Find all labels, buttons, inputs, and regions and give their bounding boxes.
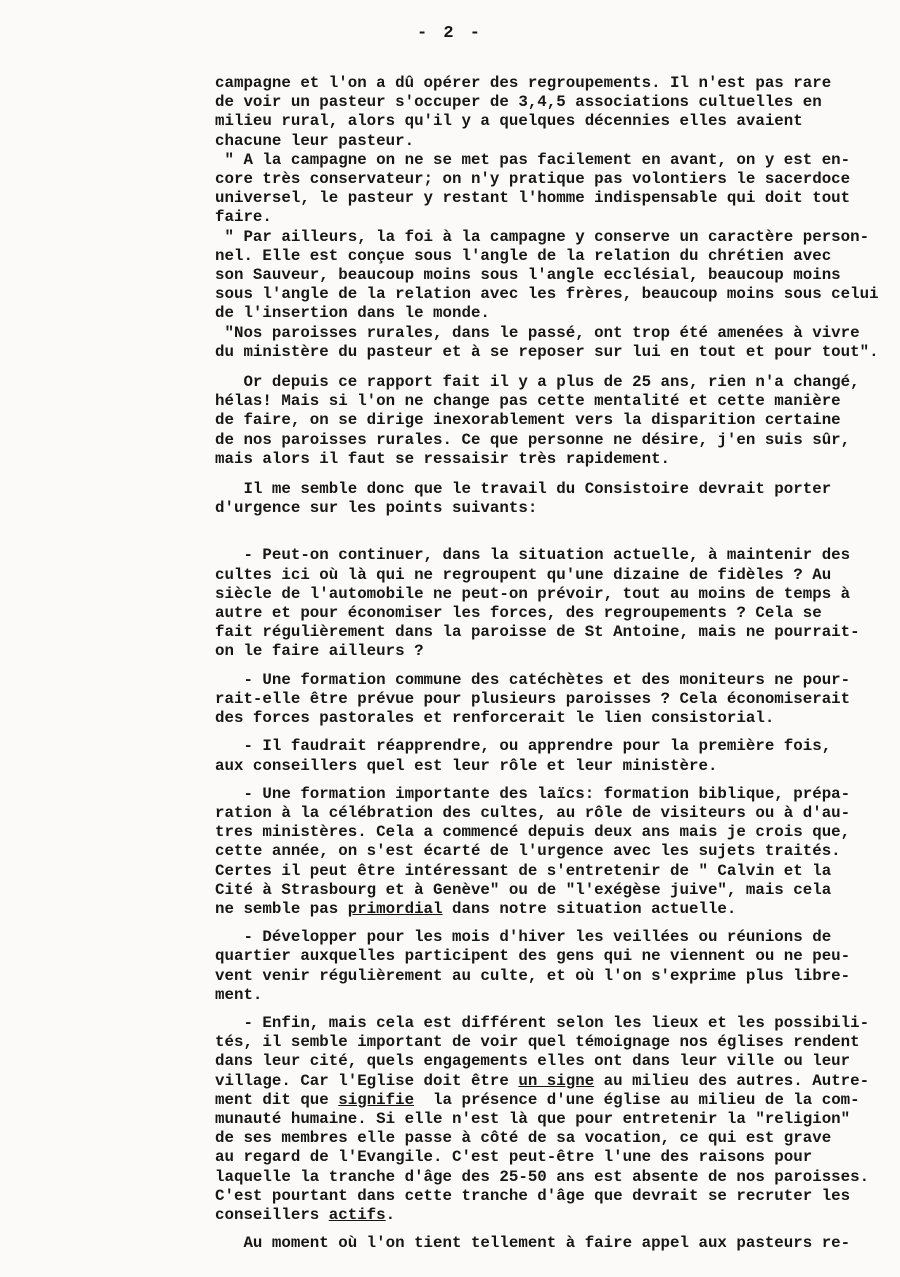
- text-line: Au moment où l'on tient tellement à faire appel aux pasteurs re-: [215, 1234, 851, 1253]
- text-line: munauté humaine. Si elle n'est là que pour entretenir la "religion": [215, 1109, 851, 1128]
- text-line: ration à la célébration des cultes, au rôle de visiteurs ou à d'au-: [215, 803, 851, 822]
- paragraph-closing: [215, 1234, 875, 1253]
- text-line: "Nos paroisses rurales, dans le passé, ont trop été amenées à vivre: [215, 323, 860, 342]
- text-line: - Enfin, mais cela est différent selon les lieux et les possibili-: [215, 1013, 870, 1032]
- text-line: cette année, on s'est écarté de l'urgence avec les sujets traités.: [215, 842, 841, 861]
- text-line: - Il faudrait réapprendre, ou apprendre pour la première fois,: [215, 737, 832, 756]
- underlined-word: actifs: [328, 1205, 386, 1224]
- text-line: de ses membres elle passe à côté de sa vocation, ce qui est grave: [215, 1129, 832, 1148]
- list-item-formation-laics: [215, 785, 875, 919]
- text-line: quartier auxquelles participent des gens qui ne viennent ou ne peu-: [215, 947, 851, 966]
- text-line: C'est pourtant dans cette tranche d'âge que devrait se recruter les: [215, 1186, 851, 1205]
- text-line: au regard de l'Evangile. C'est peut-être l'une des raisons pour: [215, 1148, 813, 1167]
- text-line: de voir un pasteur s'occuper de 3,4,5 associations cultuelles en: [215, 93, 822, 112]
- underlined-word: un signe: [518, 1071, 595, 1090]
- text-line: on le faire ailleurs ?: [215, 642, 424, 661]
- text-line: chacune leur pasteur.: [215, 131, 415, 150]
- list-item-regroupements: [215, 546, 875, 661]
- text-line: d'urgence sur les points suivants:: [215, 499, 538, 518]
- text-line: ment dit que signifie la présence d'une église au milieu de la com-: [215, 1090, 860, 1109]
- text-line: - Peut-on continuer, dans la situation actuelle, à maintenir des: [215, 546, 851, 565]
- text-line: ne semble pas primordial dans notre situation actuelle.: [215, 899, 737, 918]
- text-line: son Sauveur, beaucoup moins sous l'angle ecclésial, beaucoup moins: [215, 266, 841, 285]
- text-line: du ministère du pasteur et à se reposer sur lui en tout et pour tout".: [215, 342, 879, 361]
- text-line: ment.: [215, 985, 263, 1004]
- list-item-veillees: [215, 928, 875, 1005]
- paragraph-rural-report: [215, 74, 879, 362]
- paragraph-25-years: [215, 373, 875, 469]
- text-line: " A la campagne on ne se met pas facilement en avant, on y est en-: [215, 150, 851, 169]
- text-line: cultes ici où là qui ne regroupent qu'une dizaine de fidèles ? Au: [215, 565, 832, 584]
- paragraph-consistoire: [215, 480, 875, 518]
- text-line: sous l'angle de la relation avec les frères, beaucoup moins sous celui: [215, 285, 879, 304]
- underlined-word: primordial: [347, 899, 443, 918]
- text-line: Cité à Strasbourg et à Genève" ou de "l'exégèse juive", mais cela: [215, 880, 832, 899]
- text-line: mais alors il faut se ressaisir très rapidement.: [215, 449, 671, 468]
- text-line: rait-elle être prévue pour plusieurs paroisses ? Cela économiserait: [215, 689, 851, 708]
- text-line: fait régulièrement dans la paroisse de St Antoine, mais ne pourrait-: [215, 623, 860, 642]
- text-line: des forces pastorales et renforcerait le lien consistorial.: [215, 709, 775, 728]
- text-line: siècle de l'automobile ne peut-on prévoir, tout au moins de temps à: [215, 584, 851, 603]
- text-line: Certes il peut être intéressant de s'entretenir de " Calvin et la: [215, 861, 832, 880]
- text-line: aux conseillers quel est leur rôle et leur ministère.: [215, 756, 718, 775]
- text-line: Or depuis ce rapport fait il y a plus de 25 ans, rien n'a changé,: [215, 373, 860, 392]
- text-line: de l'insertion dans le monde.: [215, 304, 490, 323]
- text-line: laquelle la tranche d'âge des 25-50 ans est absente de nos paroisses.: [215, 1167, 870, 1186]
- text-line: milieu rural, alors qu'il y a quelques décennies elles avaient: [215, 112, 803, 131]
- body-text: [215, 74, 879, 1253]
- text-line: hélas! Mais si l'on ne change pas cette mentalité et cette manière: [215, 392, 841, 411]
- text-line: - Développer pour les mois d'hiver les veillées ou réunions de: [215, 928, 832, 947]
- text-line: village. Car l'Eglise doit être un signe au milieu des autres. Autre-: [215, 1071, 870, 1090]
- text-line: vent venir régulièrement au culte, et où l'on s'exprime plus libre-: [215, 966, 851, 985]
- page-number: - 2 -: [416, 24, 483, 43]
- text-line: campagne et l'on a dû opérer des regroupements. Il n'est pas rare: [215, 74, 832, 92]
- text-line: Il me semble donc que le travail du Consistoire devrait porter: [215, 480, 832, 499]
- underlined-word: signifie: [338, 1090, 415, 1109]
- text-line: universel, le pasteur y restant l'homme indispensable qui doit tout: [215, 189, 851, 208]
- text-line: dans leur cité, quels engagements elles ont dans leur ville ou leur: [215, 1052, 851, 1071]
- text-line: tres ministères. Cela a commencé depuis deux ans mais je crois que,: [215, 823, 851, 842]
- text-line: " Par ailleurs, la foi à la campagne y conserve un caractère person-: [215, 227, 870, 246]
- list-item-temoignage: [215, 1014, 875, 1225]
- text-line: conseillers actifs.: [215, 1205, 396, 1224]
- text-line: - Une formation importante des laïcs: formation biblique, prépa-: [215, 784, 851, 803]
- list-item-formation-commune: [215, 671, 875, 729]
- text-line: autre et pour économiser les forces, des regroupements ? Cela se: [215, 604, 822, 623]
- list-item-conseillers: [215, 737, 875, 775]
- text-line: de nos paroisses rurales. Ce que personne ne désire, j'en suis sûr,: [215, 430, 851, 449]
- text-line: core très conservateur; on n'y pratique pas volontiers le sacerdoce: [215, 170, 851, 189]
- text-line: de faire, on se dirige inexorablement vers la disparition certaine: [215, 411, 841, 430]
- text-line: faire.: [215, 208, 272, 227]
- text-line: - Une formation commune des catéchètes et des moniteurs ne pour-: [215, 670, 851, 689]
- text-line: nel. Elle est conçue sous l'angle de la relation du chrétien avec: [215, 246, 832, 265]
- text-line: tés, il semble important de voir quel témoignage nos églises rendent: [215, 1033, 860, 1052]
